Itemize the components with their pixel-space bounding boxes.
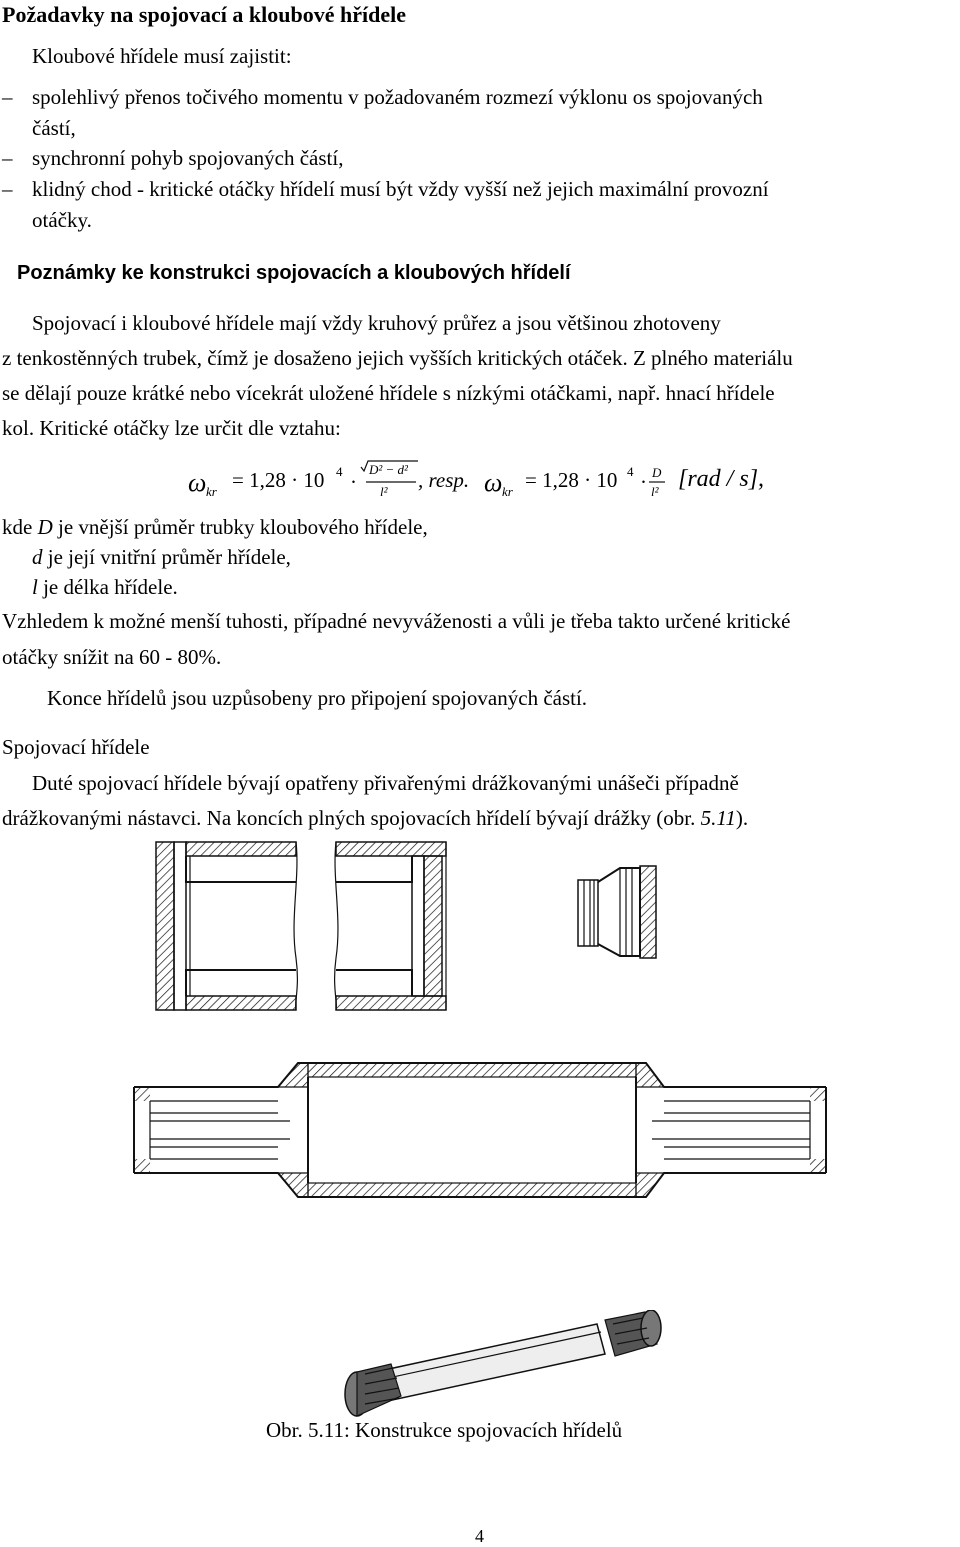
omega-subscript: kr (206, 484, 217, 499)
figure-reference: 5.11 (700, 806, 736, 830)
paragraph-line: Spojovací i kloubové hřídele mají vždy kruhový průřez a jsou většinou zhotoveny (32, 311, 721, 335)
section-title-requirements: Požadavky na spojovací a kloubové hřídele (2, 2, 406, 27)
list-item-cont: otáčky. (32, 208, 92, 232)
text-part: drážkovanými nástavci. Na koncích plných spojovacích hřídelí bývají drážky (obr. (2, 806, 701, 830)
def-text: je vnější průměr trubky kloubového hřídele, (52, 515, 428, 539)
fraction1-denominator: l² (380, 484, 388, 499)
fraction1-numerator: D² − d² (369, 462, 408, 477)
spline-nut-drawing (570, 860, 670, 980)
def-symbol: d (32, 545, 43, 569)
intro-text: Kloubové hřídele musí zajistit: (32, 44, 292, 68)
omega-subscript-2: kr (502, 484, 513, 499)
list-item: spolehlivý přenos točivého momentu v požadovaném rozmezí výklonu os spojovaných (32, 85, 763, 109)
paragraph-line: Duté spojovací hřídele bývají opatřeny přivařenými drážkovanými unášeči případně (32, 771, 739, 795)
tube-ends-drawing (150, 838, 460, 1028)
definition-l (32, 575, 178, 600)
dot-operator-2: · (640, 470, 647, 494)
def-text: je délka hřídele. (37, 575, 178, 599)
dot-operator: · (350, 470, 357, 494)
formula-exponent-2: 4 (627, 464, 634, 479)
bullet-dash: – (2, 85, 13, 109)
note-line: Vzhledem k možné menší tuhosti, případné nevyváženosti a vůli je třeba takto určené kritické (2, 609, 791, 633)
definition-d (32, 545, 291, 570)
paragraph-line: z tenkostěnných trubek, čímž je dosaženo jejich vyšších kritických otáček. Z plného materiálu (2, 346, 793, 370)
list-item-cont: částí, (32, 116, 76, 140)
resp-text: , resp. (418, 468, 470, 492)
definition-D (2, 515, 428, 540)
fraction1-bar (366, 481, 416, 484)
paragraph-line: kol. Kritické otáčky lze určit dle vztahu: (2, 416, 341, 440)
section-title-connecting-shafts: Spojovací hřídele (2, 735, 150, 759)
formula-coefficient-2: = 1,28 · 10 (525, 468, 618, 492)
omega-symbol: ω (188, 468, 207, 497)
fraction2-denominator: l² (651, 484, 659, 499)
def-text: je její vnitřní průměr hřídele, (42, 545, 291, 569)
paragraph-line (2, 806, 748, 831)
page-number: 4 (475, 1526, 484, 1546)
formula-coefficient: = 1,28 · 10 (232, 468, 325, 492)
list-item: synchronní pohyb spojovaných částí, (32, 146, 344, 170)
bullet-dash: – (2, 177, 13, 201)
ends-text: Konce hřídelů jsou uzpůsobeny pro připojení spojovaných částí. (47, 686, 588, 710)
def-symbol: l (32, 575, 38, 599)
shaft-section-drawing (130, 1055, 830, 1205)
fraction2-numerator: D (652, 465, 662, 480)
figure-caption: Obr. 5.11: Konstrukce spojovacích hřídelů (266, 1418, 623, 1442)
text-part: ). (735, 806, 749, 830)
def-symbol: D (37, 515, 53, 539)
note-line: otáčky snížit na 60 - 80%. (2, 645, 222, 669)
bullet-dash: – (2, 146, 13, 170)
list-item: klidný chod - kritické otáčky hřídelí musí být vždy vyšší než jejich maximální provozní (32, 177, 769, 201)
section-title-notes: Poznámky ke konstrukci spojovacích a kloubových hřídelí (17, 262, 571, 284)
formula-unit: [rad / s], (678, 466, 765, 492)
paragraph-line: se dělají pouze krátké nebo vícekrát uložené hřídele s nízkými otáčkami, např. hnací hřídele (2, 381, 775, 405)
formula-exponent: 4 (336, 464, 343, 479)
def-prefix: kde (2, 515, 38, 539)
solid-shaft-drawing (335, 1310, 675, 1420)
omega-symbol-2: ω (484, 468, 503, 497)
